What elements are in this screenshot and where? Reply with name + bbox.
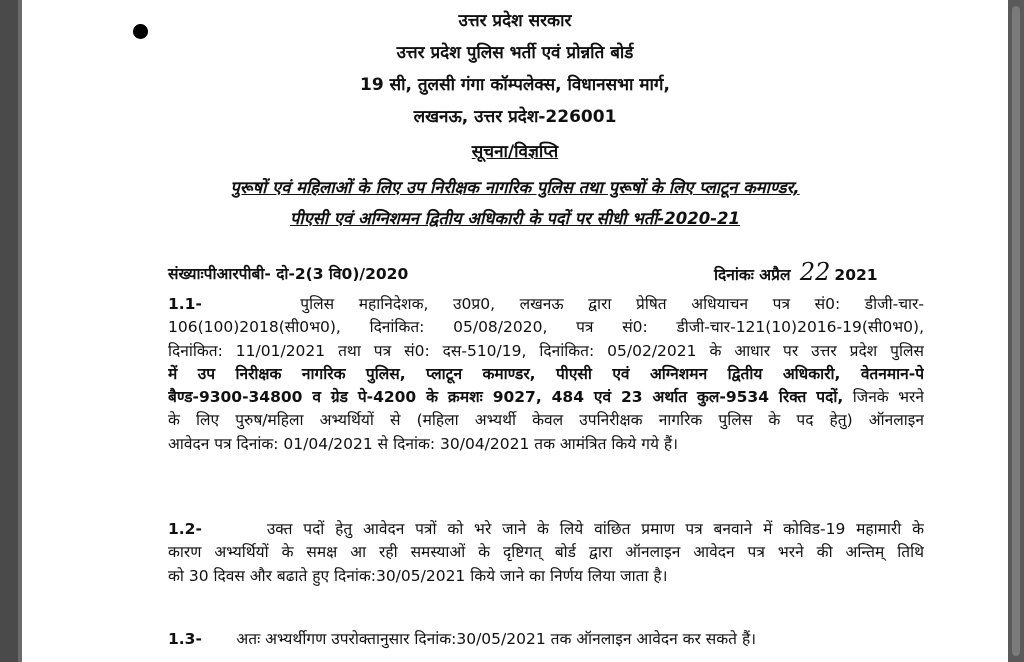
subject-line-2: पीएसी एवं अग्निशमन द्वितीय अधिकारी के पदों पर सीधी भर्ती-2020-21 [289,209,741,228]
paragraph-line [168,518,924,541]
paragraph-line-bold: में उप निरीक्षक नागरिक पुलिस, प्लाटून कमाण्डर, पीएसी एवं अग्निशमन द्वितीय अधिकारी, वेतनमान-पे [168,364,924,383]
paragraph-number: 1.1- [168,295,202,313]
header-government: उत्तर प्रदेश सरकार [458,11,572,31]
paragraph-1-3 [168,628,924,651]
date-label: दिनांकः अप्रैल [714,266,791,284]
paragraph-line: कारण अभ्यर्थियों के समक्ष आ रही समस्याओं के दृष्टिगत् बोर्ड द्वारा ऑनलाइन आवेदन पत्र भरने की अन्तिम् तिथि [168,543,924,562]
viewer-left-margin [0,0,18,662]
paragraph-line [168,386,924,409]
viewer-scrollbar-track[interactable] [1008,0,1024,662]
paragraph-text: अतः अभ्यर्थीगण उपरोक्तानुसार दिनांक:30/05/2021 तक ऑनलाइन आवेदन कर सकते हैं। [236,630,757,648]
paragraph-line: को 30 दिवस और बढाते हुए दिनांक:30/05/2021 किये जाने का निर्णय लिया जाता है। [168,566,668,585]
paragraph-line: दिनांकित: 11/01/2021 तथा पत्र सं0: दस-510/19, दिनांकित: 05/02/2021 के आधार पर उत्तर प्रदेश पुलिस [168,341,924,360]
document-page [22,0,1008,662]
date-day-handwritten: 22 [799,258,831,286]
header-city: लखनऊ, उत्तर प्रदेश-226001 [413,107,617,127]
paragraph-number: 1.2- [168,520,202,538]
reference-number: संख्याःपीआरपीबी- दो-2(3 वि0)/2020 [168,265,409,283]
paragraph-line: के लिए पुरुष/महिला अभ्यर्थियों से (महिला अभ्यर्थी केवल उपनिरीक्षक नागरिक पुलिस के पद हेतु) ऑनलाइन [168,411,924,430]
scrollbar-thumb[interactable] [1012,6,1020,656]
paragraph-text: उक्त पदों हेतु आवेदन पत्रों को भरे जाने के लिये वांछित प्रमाण पत्र बनवाने में कोविड-19 महामारी के [266,520,924,538]
paragraph-1-2 [168,518,924,588]
paragraph-1-1 [168,293,924,456]
paragraph-line: 106(100)2018(सी0भ0), दिनांकित: 05/08/2020, पत्र सं0: डीजी-चार-121(10)2016-19(सी0भ0), [168,318,924,337]
paragraph-text-bold: बैण्ड-9300-34800 व ग्रेड पे-4200 के क्रमशः 9027, 484 एवं 23 अर्थात कुल-9534 रिक्त पदों, [168,388,844,407]
date-year: 2021 [834,266,878,284]
notice-title: सूचना/विज्ञप्ति [471,142,559,162]
header-board: उत्तर प्रदेश पुलिस भर्ती एवं प्रोन्नति बोर्ड [396,43,634,63]
paragraph-text: जिनके भरने [843,388,924,407]
paragraph-text: पुलिस महानिदेशक, उ0प्र0, लखनऊ द्वारा प्रेषित अधियाचन पत्र सं0: डीजी-चार- [300,295,924,313]
subject-line-1: पुरूषों एवं महिलाओं के लिए उप निरीक्षक नागरिक पुलिस तथा पुरूषों के लिए प्लाटून कमाण्डर, [230,178,800,197]
reference-date [714,258,878,286]
paragraph-line [168,293,924,316]
paragraph-line [168,628,924,651]
paragraph-number: 1.3- [168,630,202,648]
header-address: 19 सी, तुलसी गंगा कॉम्पलेक्स, विधानसभा मार्ग, [360,75,670,95]
paragraph-line: आवेदन पत्र दिनांक: 01/04/2021 से दिनांक: 30/04/2021 तक आमंत्रित किये गये हैं। [168,434,678,453]
